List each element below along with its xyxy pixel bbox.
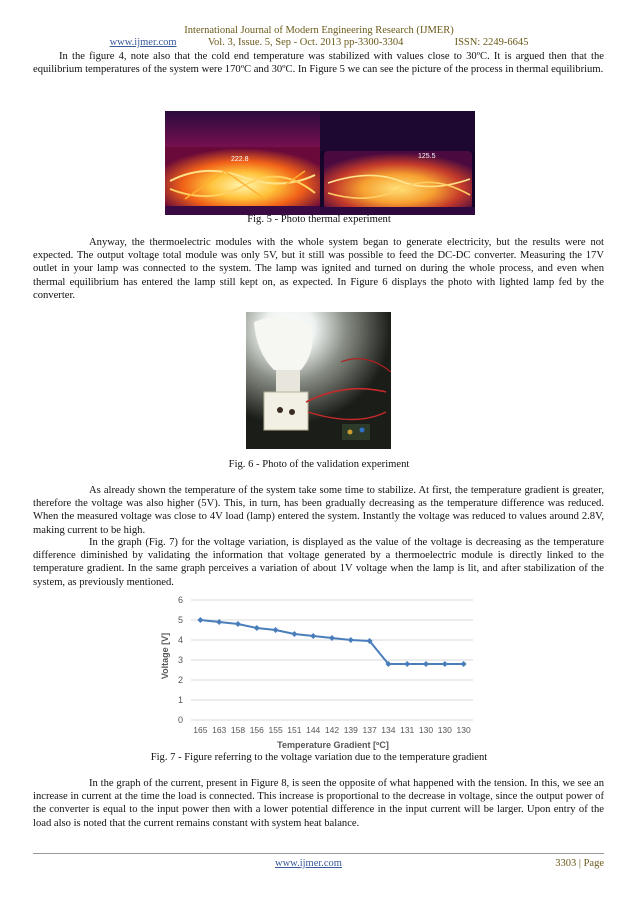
y-tick-label: 3 [177, 655, 183, 665]
data-point [235, 621, 241, 627]
x-tick-label: 151 [287, 725, 302, 735]
x-tick-label: 130 [437, 725, 452, 735]
data-point [291, 631, 297, 637]
data-point [423, 661, 429, 667]
thermal-image-right [320, 111, 475, 215]
y-tick-label: 6 [177, 595, 183, 605]
x-tick-label: 130 [456, 725, 471, 735]
thermal-image-left [165, 111, 320, 215]
data-point [273, 627, 279, 633]
voltage-chart [155, 590, 485, 750]
footer-website-link[interactable]: www.ijmer.com [275, 858, 342, 869]
y-tick-label: 1 [177, 695, 183, 705]
thermal-reading-right: 125.5 [418, 153, 436, 160]
data-point [254, 625, 260, 631]
journal-issn: ISSN: 2249-6645 [454, 37, 529, 48]
paragraph-3: As already shown the temperature of the system take some time to stabilize. At first, the temperature gradient is greater, therefore the voltage was also higher (5V). This, in turn, has been gradually decreasing as the temperature difference was reduced. When the measured voltage was close to 4V load (lamp) entered the system. Instantly the voltage was reduced to values around 2.8V, making current to be high. [33, 485, 604, 536]
x-tick-label: 130 [418, 725, 434, 735]
data-point [348, 637, 354, 643]
data-point [404, 661, 410, 667]
paragraph-5: In the graph of the current, present in Figure 8, is seen the opposite of what happened with the tension. In this, we see an increase in current at the time the load is connected. This increase is proportional to the decrease in voltage, since the output power of the converter is equal to the input power then with a lower potential difference in the input current will be larger. Upon entry of the load also is noted that the current remains constant with system heat balance. [33, 778, 604, 829]
data-point [461, 661, 467, 667]
figure-5-caption: Fig. 5 - Photo thermal experiment [247, 214, 391, 225]
x-tick-label: 156 [249, 725, 264, 735]
journal-website-link[interactable]: www.ijmer.com [109, 37, 177, 48]
validation-photo [246, 312, 391, 449]
x-tick-label: 165 [193, 725, 208, 735]
data-point [310, 633, 316, 639]
paragraph-1: In the figure 4, note also that the cold end temperature was stabilized with values close to 30ºC. It is argued then that the equilibrium temperatures of the system were 170ºC and 30ºC. In Figure 5 we can see the picture of the process in thermal equilibrium. [33, 51, 604, 76]
x-tick-label: 144 [306, 725, 321, 735]
journal-volume: Vol. 3, Issue. 5, Sep - Oct. 2013 pp-3300-3304 [207, 37, 404, 48]
paragraph-2: Anyway, the thermoelectric modules with the whole system began to generate electricity, but the results were not expected. The output voltage total module was only 5V, but it still was possible to feed the DC-DC converter. Measuring the 17V outlet in your lamp was connected to the system. The lamp was ignited and turned on during the whole process, and even when thermal equilibrium has entered the lamp still kept on, as expected. In Figure 6 displays the photo with lighted lamp fed by the converter. [33, 237, 604, 301]
y-tick-label: 0 [177, 715, 183, 725]
journal-info-line [0, 37, 638, 48]
data-point [442, 661, 448, 667]
x-tick-label: 155 [268, 725, 283, 735]
x-tick-label: 142 [324, 725, 340, 735]
thermal-reading-left: 222.8 [231, 156, 249, 163]
page-number: 3303 | Page [555, 858, 604, 869]
x-tick-label: 158 [230, 725, 246, 735]
paragraph-4: In the graph (Fig. 7) for the voltage variation, is displayed as the value of the voltage is decreasing as the temperature difference diminished by validating the information that voltage generated by a thermoelectric module is directly linked to the temperature gradient. In the same graph perceives a variation of about 1V voltage when the lamp is lit, and after stabilization of the system, as previously mentioned. [33, 537, 604, 588]
x-tick-label: 134 [381, 725, 396, 735]
y-tick-label: 2 [177, 675, 183, 685]
x-tick-label: 163 [212, 725, 227, 735]
figure-7-caption: Fig. 7 - Figure referring to the voltage variation due to the temperature gradient [150, 752, 488, 763]
footer-divider [33, 853, 604, 854]
voltage-series-line [200, 620, 463, 664]
x-tick-label: 131 [400, 725, 415, 735]
figure-6-caption: Fig. 6 - Photo of the validation experiment [228, 459, 410, 470]
journal-title: International Journal of Modern Engineering Research (IJMER) [184, 25, 454, 36]
data-point [197, 617, 203, 623]
y-tick-label: 5 [177, 615, 183, 625]
y-axis-label: Voltage [V] [160, 632, 170, 680]
x-tick-label: 137 [362, 725, 377, 735]
x-axis-label: Temperature Gradient [ºC] [277, 740, 389, 750]
y-tick-label: 4 [177, 635, 183, 645]
x-tick-label: 139 [343, 725, 358, 735]
